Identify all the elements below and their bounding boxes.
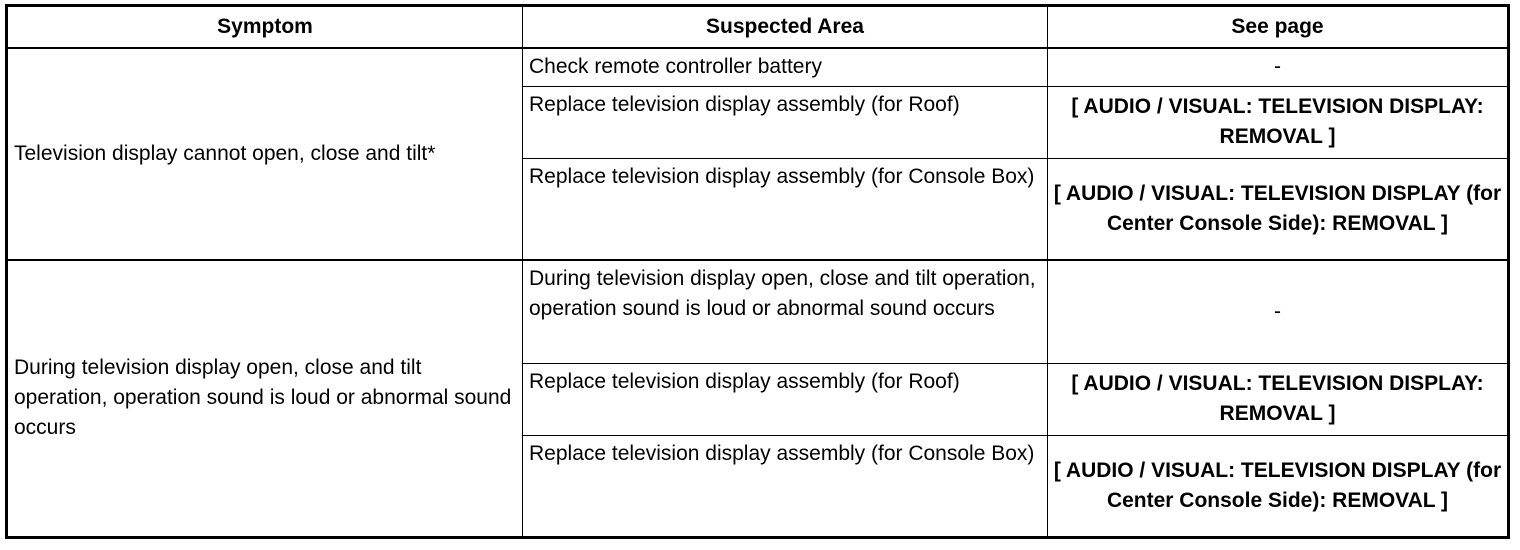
symptom-cell: During television display open, close and tilt operation, operation sound is loud or abnormal sound occurs	[7, 260, 523, 537]
see-page-cell: -	[1048, 260, 1509, 363]
troubleshooting-table	[5, 4, 1510, 539]
suspected-area-cell: Check remote controller battery	[523, 48, 1048, 86]
suspected-area-cell: Replace television display assembly (for Roof)	[523, 86, 1048, 158]
symptom-cell: Television display cannot open, close and tilt*	[7, 48, 523, 260]
table-row	[7, 260, 1509, 363]
table-row	[7, 48, 1509, 86]
header-symptom: Symptom	[7, 6, 523, 49]
header-see-page: See page	[1048, 6, 1509, 49]
troubleshooting-table-container	[5, 4, 1510, 539]
header-suspected-area: Suspected Area	[523, 6, 1048, 49]
suspected-area-cell: Replace television display assembly (for Roof)	[523, 363, 1048, 435]
table-header-row	[7, 6, 1509, 49]
see-page-link[interactable]: [ AUDIO / VISUAL: TELEVISION DISPLAY: REMOVAL ]	[1048, 363, 1509, 435]
see-page-link[interactable]: [ AUDIO / VISUAL: TELEVISION DISPLAY (for Center Console Side): REMOVAL ]	[1048, 435, 1509, 537]
see-page-cell: -	[1048, 48, 1509, 86]
see-page-link[interactable]: [ AUDIO / VISUAL: TELEVISION DISPLAY: REMOVAL ]	[1048, 86, 1509, 158]
see-page-link[interactable]: [ AUDIO / VISUAL: TELEVISION DISPLAY (for Center Console Side): REMOVAL ]	[1048, 158, 1509, 260]
suspected-area-cell: During television display open, close and tilt operation, operation sound is loud or abnormal sound occurs	[523, 260, 1048, 363]
suspected-area-cell: Replace television display assembly (for Console Box)	[523, 158, 1048, 260]
suspected-area-cell: Replace television display assembly (for Console Box)	[523, 435, 1048, 537]
